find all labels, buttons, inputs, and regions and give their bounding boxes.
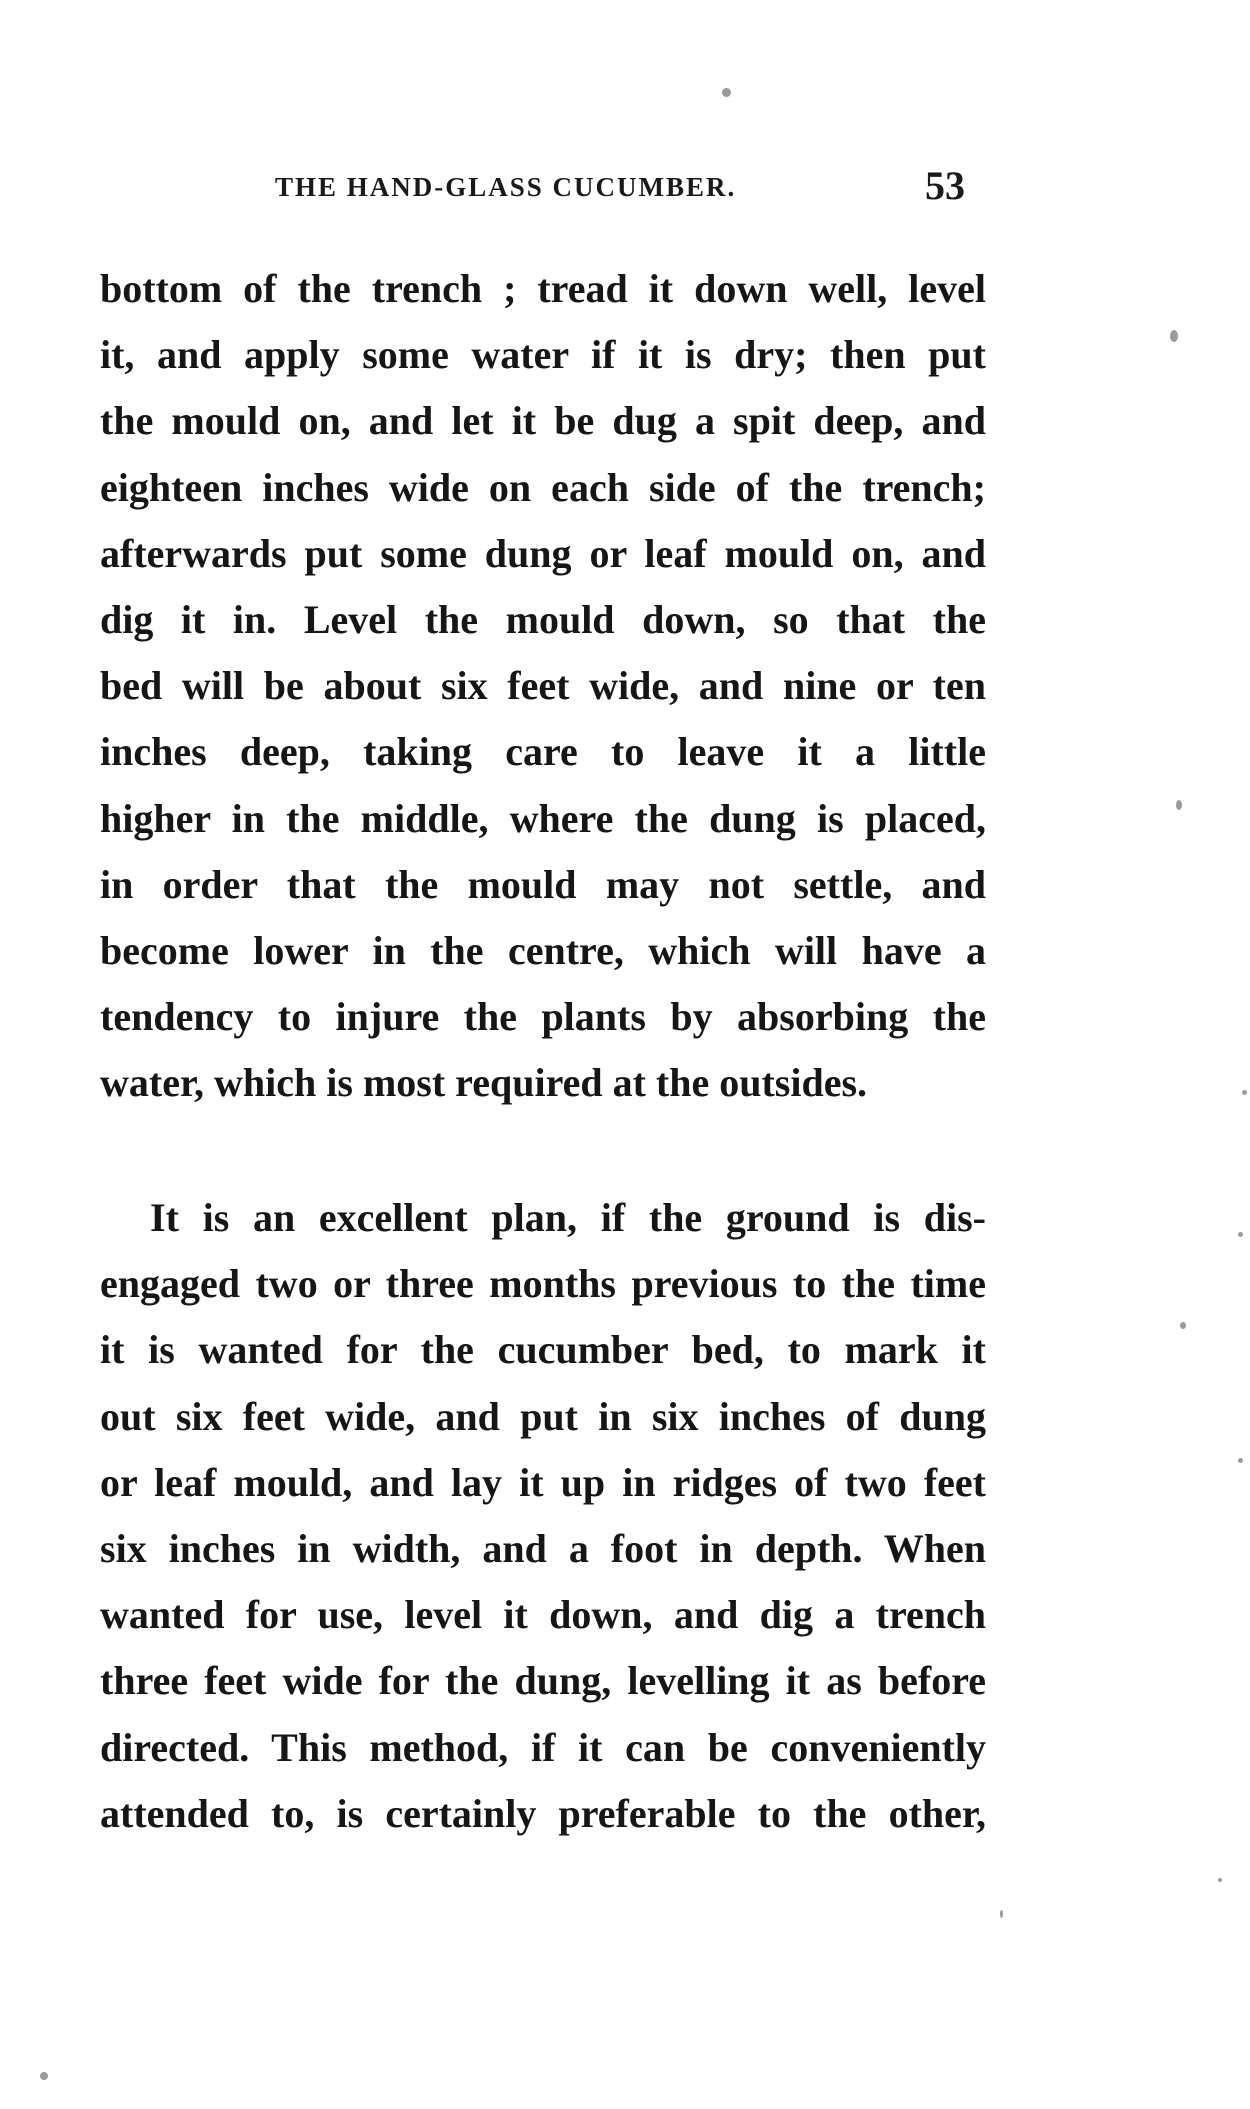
text-line: tendency to injure the plants by absorbing the — [100, 994, 986, 1040]
text-line: it is wanted for the cucumber bed, to mark it — [100, 1327, 986, 1373]
text-line: afterwards put some dung or leaf mould on, and — [100, 530, 986, 576]
scan-speck — [1238, 1232, 1243, 1237]
page-number: 53 — [925, 163, 965, 208]
scan-speck — [722, 88, 731, 97]
text-line: it, and apply some water if it is dry; then put — [100, 332, 986, 378]
text-line: It is an excellent plan, if the ground is dis- — [150, 1195, 986, 1240]
text-line: water, which is most required at the outsides. — [100, 1060, 868, 1106]
text-line: three feet wide for the dung, levelling it as before — [100, 1658, 986, 1704]
text-line: engaged two or three months previous to the time — [100, 1261, 986, 1307]
text-line: out six feet wide, and put in six inches of dung — [100, 1393, 986, 1439]
scan-speck — [40, 2072, 48, 2080]
text-line: become lower in the centre, which will have a — [100, 927, 986, 973]
text-line: bottom of the trench ; tread it down well, level — [100, 266, 986, 311]
text-line: inches deep, taking care to leave it a little — [100, 729, 986, 775]
running-title: THE HAND-GLASS CUCUMBER. — [275, 172, 737, 202]
scan-speck — [1180, 1322, 1186, 1329]
scan-speck — [1238, 1458, 1243, 1463]
text-line: six inches in width, and a foot in depth. When — [100, 1525, 986, 1571]
scan-speck — [1176, 800, 1182, 810]
text-line: the mould on, and let it be dug a spit deep, and — [100, 398, 986, 444]
paragraph-2 — [100, 1185, 986, 1847]
paragraph-1 — [100, 256, 986, 1116]
text-line: dig it in. Level the mould down, so that the — [100, 596, 986, 642]
scan-speck — [1170, 330, 1178, 342]
text-line: higher in the middle, where the dung is placed, — [100, 795, 986, 841]
scan-speck — [1218, 1878, 1222, 1882]
text-line: eighteen inches wide on each side of the trench; — [100, 464, 986, 510]
text-line: directed. This method, if it can be conveniently — [100, 1724, 986, 1770]
text-line: wanted for use, level it down, and dig a trench — [100, 1592, 986, 1638]
text-line: attended to, is certainly preferable to the other, — [100, 1790, 986, 1836]
text-line: in order that the mould may not settle, and — [100, 861, 986, 907]
text-line: or leaf mould, and lay it up in ridges of two feet — [100, 1459, 986, 1505]
text-line: bed will be about six feet wide, and nine or ten — [100, 663, 986, 709]
scan-speck — [1242, 1090, 1247, 1095]
scan-speck — [1000, 1910, 1003, 1918]
